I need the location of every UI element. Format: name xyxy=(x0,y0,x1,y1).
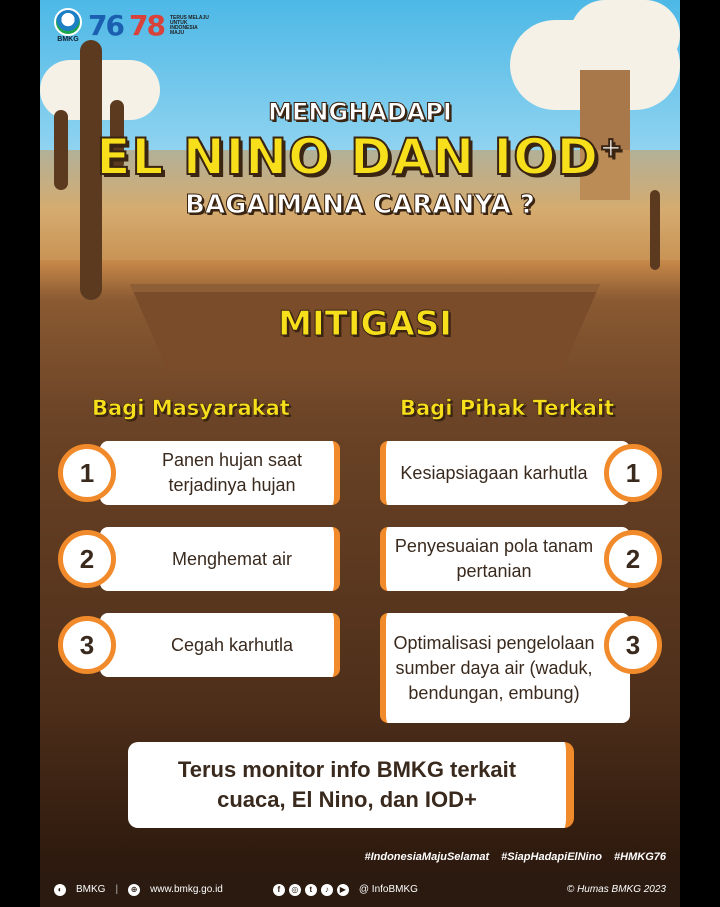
footer-copyright: © Humas BMKG 2023 xyxy=(566,884,666,895)
right-item-2-card xyxy=(380,527,630,591)
right-item-2-number: 2 xyxy=(604,530,662,588)
right-item-1-card xyxy=(380,441,630,505)
left-item-2-number: 2 xyxy=(58,530,116,588)
left-item-1-text: Panen hujan saat terjadinya hujan xyxy=(161,450,303,495)
left-item-3-number: 3 xyxy=(58,616,116,674)
left-item-2-text: Menghemat air xyxy=(171,548,293,569)
cloud xyxy=(570,0,680,70)
footer xyxy=(40,872,680,907)
hashtag: #SiapHadapiElNino xyxy=(501,851,603,863)
left-column-heading: Bagi Masyarakat xyxy=(92,396,290,420)
right-item-1-number: 1 xyxy=(604,444,662,502)
anniversary-76-logo: 76 xyxy=(88,9,123,42)
monitor-note xyxy=(128,742,574,828)
footer-brand: BMKG xyxy=(76,884,106,895)
right-item-2-text: Penyesuaian pola tanam pertanian xyxy=(394,536,594,581)
globe-icon: ⊕ xyxy=(128,884,140,896)
right-item-3-number: 3 xyxy=(604,616,662,674)
tiktok-icon[interactable]: ♪ xyxy=(321,884,333,896)
footer-divider: | xyxy=(115,884,119,895)
instagram-icon[interactable]: ◎ xyxy=(289,884,301,896)
bmkg-logo-group xyxy=(54,8,82,43)
title-plus-sup: + xyxy=(599,130,624,164)
title-line-1: MENGHADAPI xyxy=(268,98,452,126)
hashtags xyxy=(364,851,666,863)
hashtag: #IndonesiaMajuSelamat xyxy=(364,851,490,863)
left-item-1-card xyxy=(100,441,340,505)
twitter-icon[interactable]: t xyxy=(305,884,317,896)
monitor-note-text: Terus monitor info BMKG terkait cuaca, El Nino, dan IOD+ xyxy=(177,757,517,812)
youtube-icon[interactable]: ▶ xyxy=(337,884,349,896)
poster xyxy=(40,0,680,907)
bmkg-small-icon: ◐ xyxy=(54,884,66,896)
title-line-3: BAGAIMANA CARANYA ? xyxy=(185,190,535,220)
left-item-3-card xyxy=(100,613,340,677)
bmkg-logo-icon xyxy=(54,8,82,36)
footer-social-handle: @ InfoBMKG xyxy=(358,884,418,895)
right-item-1-text: Kesiapsiagaan karhutla xyxy=(400,462,588,483)
left-item-1-number: 1 xyxy=(58,444,116,502)
mitigasi-label: MITIGASI xyxy=(278,304,452,344)
bmkg-logo-label: BMKG xyxy=(57,36,79,43)
title-main-text: EL NINO DAN IOD xyxy=(96,128,600,186)
hashtag: #HMKG76 xyxy=(614,851,666,863)
logo-bar xyxy=(54,8,210,43)
facebook-icon[interactable]: f xyxy=(273,884,285,896)
footer-website[interactable]: www.bmkg.go.id xyxy=(150,884,223,895)
left-item-3-text: Cegah karhutla xyxy=(170,634,294,655)
left-item-2-card xyxy=(100,527,340,591)
indonesia-78-logo: 78 xyxy=(128,9,164,42)
title-line-2 xyxy=(40,128,680,186)
right-column-heading: Bagi Pihak Terkait xyxy=(400,396,615,420)
right-item-3-text: Optimalisasi pengelolaan sumber daya air (waduk, bendungan, embung) xyxy=(393,632,595,703)
slogan-text: TERUS MELAJU UNTUK INDONESIA MAJU xyxy=(169,14,209,36)
right-item-3-card xyxy=(380,613,630,723)
